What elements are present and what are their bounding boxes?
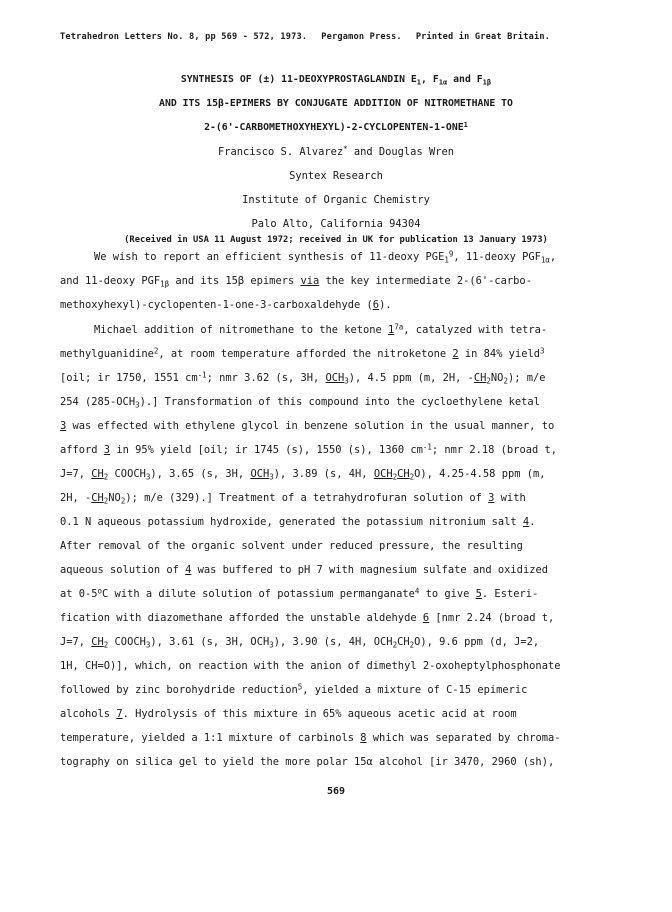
body-line: Michael addition of nitromethane to the ketone $1^{7a}$, catalyzed with tetra- — [94, 322, 548, 336]
affiliation-dept: Institute of Organic Chemistry — [242, 194, 430, 206]
body-line: alcohols 7. Hydrolysis of this mixture in 65% aqueous acetic acid at room — [60, 708, 517, 720]
body-line: 3 was effected with ethylene glycol in benzene solution in the usual manner, to — [60, 420, 555, 432]
body-line: We wish to report an efficient synthesis of 11-deoxy $PGE_1^9$, 11-deoxy $PGF_{1\alpha}$, — [94, 249, 557, 265]
journal-citation: Tetrahedron Letters No. 8, pp 569 - 572, 1973. — [60, 32, 308, 42]
printed-in: Printed in Great Britain. — [415, 32, 551, 42]
body-line: fication with diazomethane afforded the unstable aldehyde 6 [nmr 2.24 (broad t, — [60, 612, 555, 624]
affiliation-city: Palo Alto, California 94304 — [251, 218, 421, 230]
body-line: After removal of the organic solvent under reduced pressure, the resulting — [60, 540, 523, 552]
body-line: 254 $(285-OCH_3)$.] Transformation of this compound into the cycloethylene ketal — [60, 396, 540, 410]
body-line: J=7, $CH_2$ $COOCH_3$), 3.61 (s, 3H, $OCH_3$), 3.90 (s, 4H, $OCH_2CH_2O$), 9.6 ppm (d, J=2, — [60, 636, 540, 650]
title-line-3: 2-(6'-CARBOMETHOXYHEXYL)-2-CYCLOPENTEN-1-ONE$^1$ — [204, 119, 468, 133]
authors: Francisco S. Alvarez* and Douglas Wren — [218, 144, 454, 158]
body-line: J=7, $CH_2$ $COOCH_3$), 3.65 (s, 3H, $OCH_3$), 3.89 (s, 4H, $OCH_2CH_2O$), 4.25-4.58 ppm (m, — [60, 468, 546, 482]
body-line: 0.1 N aqueous potassium hydroxide, generated the potassium nitronium salt 4. — [60, 516, 536, 528]
running-header — [60, 32, 620, 42]
page-number: 569 — [326, 786, 346, 797]
body-line: [oil; ir 1750, 1551 $cm^{-1}$; nmr 3.62 (s, 3H, $OCH_3$), 4.5 ppm (m, 2H, $-CH_2NO_2$); m/e — [60, 370, 546, 386]
body-line: methoxyhexyl)-cyclopenten-1-one-3-carboxaldehyde (6). — [60, 299, 392, 311]
body-line: at 0-5$^o$C with a dilute solution of potassium permanganate$^4$ to give 5. Esteri- — [60, 586, 539, 600]
body-line: 2H, $-CH_2NO_2$); m/e (329).] Treatment of a tetrahydrofuran solution of 3 with — [60, 492, 526, 506]
body-line: and 11-deoxy $PGF_{1\beta}$ and its 15β epimers via the key intermediate 2-(6'-carbo- — [60, 275, 532, 289]
body-line: followed by zinc borohydride reduction$^5$, yielded a mixture of C-15 epimeric — [60, 682, 528, 696]
body-line: aqueous solution of 4 was buffered to pH 7 with magnesium sulfate and oxidized — [60, 564, 548, 576]
title-line-2: AND ITS 15β-EPIMERS BY CONJUGATE ADDITION OF NITROMETHANE TO — [159, 98, 513, 109]
publisher: Pergamon Press. — [321, 32, 402, 42]
body-line: tography on silica gel to yield the more polar 15α alcohol [ir 3470, 2960 (sh), — [60, 756, 555, 768]
body-line: methylguanidine$^2$, at room temperature afforded the nitroketone 2 in 84% yield$^3$ — [60, 346, 545, 360]
body-line: afford 3 in 95% yield [oil; ir 1745 (s), 1550 (s), 1360 $cm^{-1}$; nmr 2.18 (broad t, — [60, 442, 557, 456]
title-line-1: SYNTHESIS OF (±) 11-DEOXYPROSTAGLANDIN $E_1$, $F_{1\alpha}$ and $F_{1\beta}$ — [180, 74, 492, 87]
affiliation-org: Syntex Research — [289, 170, 383, 182]
received-dates: (Received in USA 11 August 1972; received in UK for publication 13 January 1973) — [124, 235, 548, 245]
body-line: temperature, yielded a 1:1 mixture of carbinols 8 which was separated by chroma- — [60, 732, 561, 744]
body-line: 1H, CH=O)], which, on reaction with the anion of dimethyl 2-oxoheptylphosphonate — [60, 660, 561, 672]
